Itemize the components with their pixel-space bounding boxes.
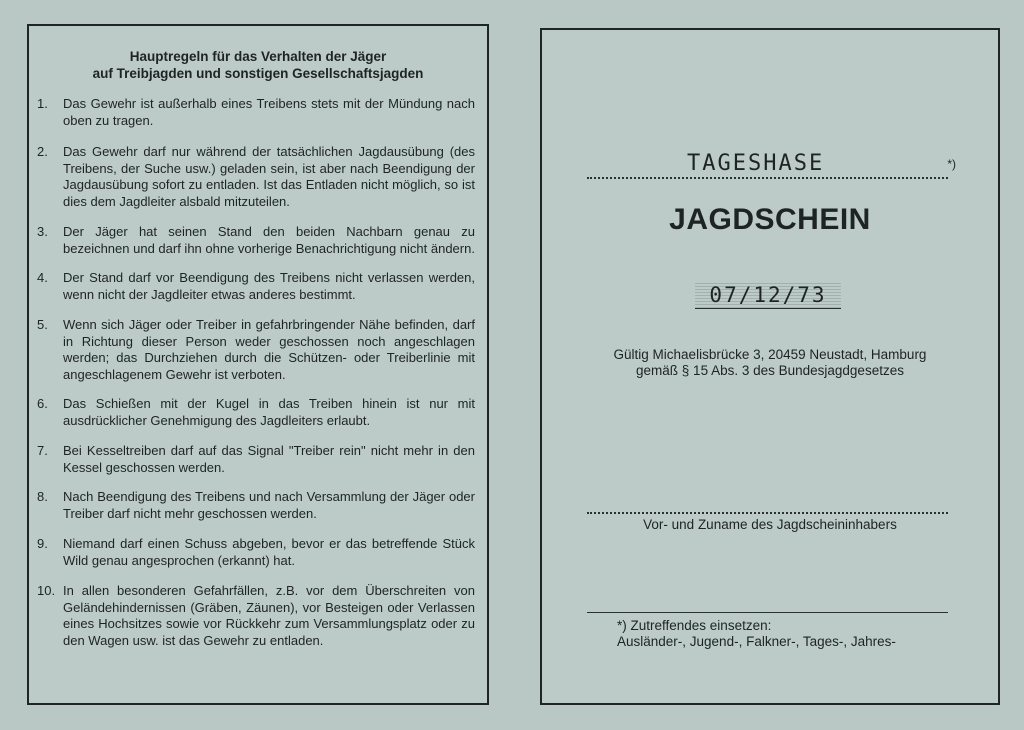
rule-number: 5. [37, 317, 48, 332]
license-type-value: TAGESHASE [687, 151, 825, 176]
rule-text: Nach Beendigung des Treibens und nach Versammlung der Jäger oder Treiber darf nicht mehr geschossen werden. [63, 489, 475, 521]
rule-item [37, 396, 475, 429]
rule-item [37, 443, 475, 476]
validity-text [542, 347, 998, 379]
rule-number: 6. [37, 396, 48, 411]
rule-item [37, 224, 475, 257]
rule-text: Niemand darf einen Schuss abgeben, bevor er das betreffende Stück Wild genau angesprochen (erkannt) hat. [63, 536, 475, 568]
footnote-marker: *) [947, 157, 956, 171]
holder-name-label: Vor- und Zuname des Jagdscheininhabers [643, 517, 897, 532]
rule-text: Wenn sich Jäger oder Treiber in gefahrbringender Nähe befinden, darf in Richtung dieser Person weder geschossen noch angeschlagen werden; das Durchziehen durch die Schützen- oder Treiberlinie mit angeschlagenem Gewehr ist verboten. [63, 317, 475, 382]
rule-number: 3. [37, 224, 48, 239]
rule-text: Das Gewehr ist außerhalb eines Treibens stets mit der Mündung nach oben zu tragen. [63, 96, 475, 128]
rule-item [37, 536, 475, 569]
rule-number: 7. [37, 443, 48, 458]
rule-number: 4. [37, 270, 48, 285]
rule-text: Das Gewehr darf nur während der tatsächlichen Jagdausübung (des Treibens, der Suche usw.) geladen sein, ist aber nach Beendigung der Jagdausübung sofort zu entladen. Ist das Entladen nicht möglich, so ist dies dem Jagdleiter alsbald mitzuteilen. [63, 144, 475, 209]
rule-number: 9. [37, 536, 48, 551]
rule-number: 10. [37, 583, 56, 598]
holder-name-line [587, 512, 948, 514]
rule-text: Bei Kesseltreiben darf auf das Signal "Treiber rein" nicht mehr in den Kessel geschossen werden. [63, 443, 475, 475]
license-panel [540, 28, 1000, 705]
rule-item [37, 144, 475, 210]
validity-line2: gemäß § 15 Abs. 3 des Bundesjagdgesetzes [636, 363, 904, 378]
license-type-field [587, 151, 956, 179]
rules-heading-line1: Hauptregeln für das Verhalten der Jäger [129, 49, 387, 64]
rule-item [37, 270, 475, 303]
rule-text: In allen besonderen Gefahrfällen, z.B. vor dem Überschreiten von Geländehindernissen (Gräben, Zäunen), vor Besteigen oder Verlassen eines Hochsitzes sowie vor Rückkehr zum Versammlungsplatz oder zu den Wagen usw. ist das Gewehr zu entladen. [63, 583, 475, 648]
footnote-line2: Ausländer-, Jugend-, Falkner-, Tages-, Jahres- [617, 634, 896, 649]
rule-number: 1. [37, 96, 48, 111]
rule-text: Das Schießen mit der Kugel in das Treiben hinein ist nur mit ausdrücklicher Genehmigung des Jagdleiters erlaubt. [63, 396, 475, 428]
rule-item [37, 317, 475, 383]
date-stamp [695, 282, 841, 309]
rule-item [37, 489, 475, 522]
rule-item [37, 583, 475, 649]
rules-panel [27, 24, 489, 705]
footnote-line1: *) Zutreffendes einsetzen: [617, 618, 772, 633]
rules-heading-line2: auf Treibjagden und sonstigen Gesellschaftsjagden [92, 66, 424, 81]
validity-line1: Gültig Michaelisbrücke 3, 20459 Neustadt, Hamburg [613, 347, 927, 362]
rule-number: 8. [37, 489, 48, 504]
rule-number: 2. [37, 144, 48, 159]
rule-text: Der Stand darf vor Beendigung des Treibens nicht verlassen werden, wenn nicht der Jagdleiter etwas anderes bestimmt. [63, 270, 475, 302]
rule-text: Der Jäger hat seinen Stand den beiden Nachbarn genau zu bezeichnen und darf ihn ohne vorherige Benachrichtigung nicht ändern. [63, 224, 475, 256]
rules-list [37, 96, 475, 649]
footnote-divider [587, 612, 948, 613]
footnote [617, 618, 896, 650]
document-title: JAGDSCHEIN [669, 203, 871, 236]
rules-heading [29, 48, 487, 82]
date-value: 07/12/73 [709, 283, 827, 307]
rule-item [37, 96, 475, 129]
